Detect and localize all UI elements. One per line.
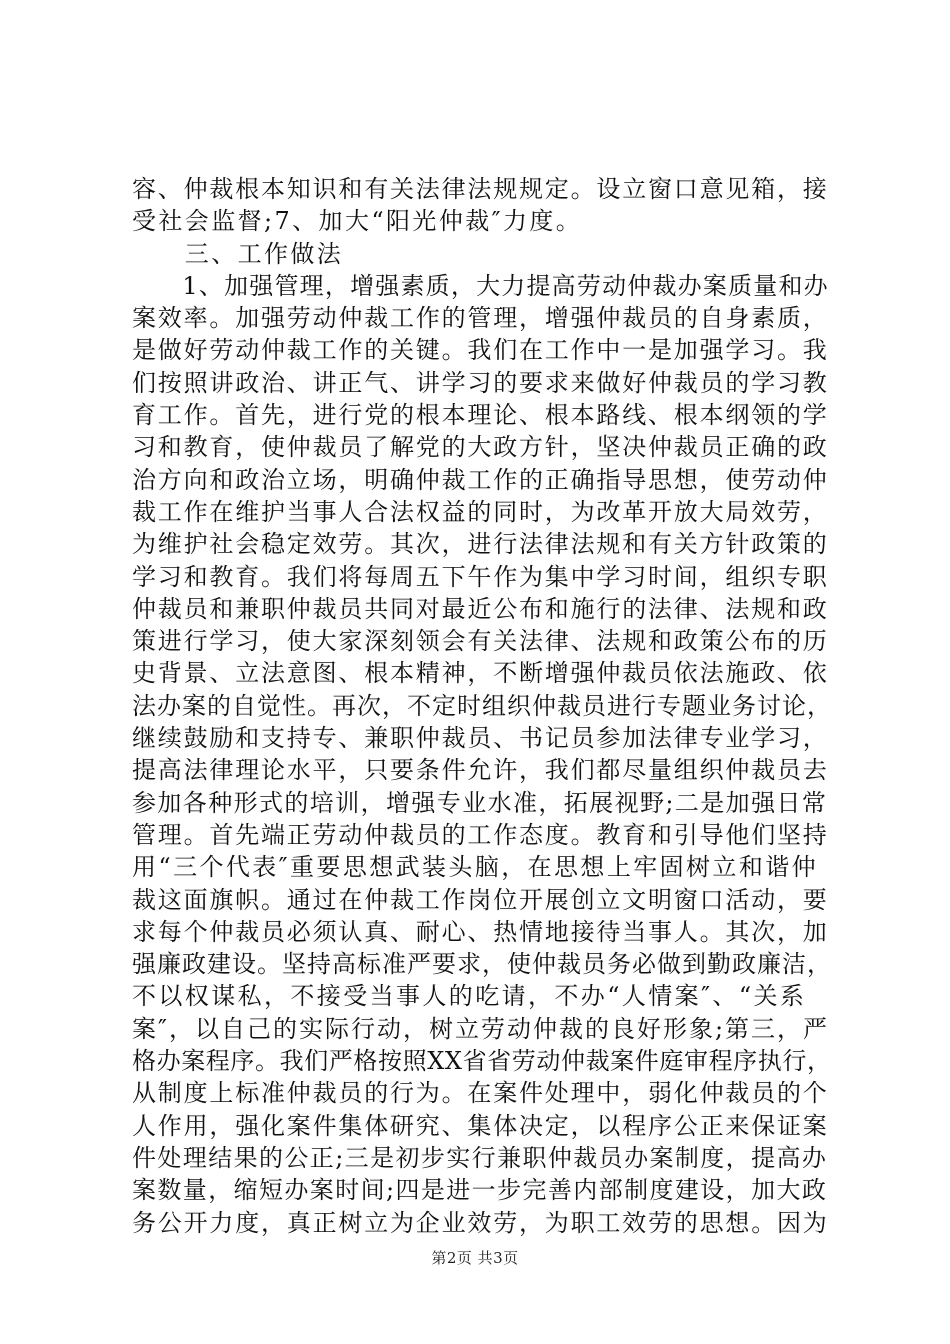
text-line: 裁这面旗帜。通过在仲裁工作岗位开展创立文明窗口活动，要 xyxy=(132,885,829,914)
text-line: 史背景、立法意图、根本精神，不断增强仲裁员依法施政、依 xyxy=(132,659,829,688)
text-line: 求每个仲裁员必须认真、耐心、热情地接待当事人。其次，加 xyxy=(132,917,829,946)
text-line: 育工作。首先，进行党的根本理论、根本路线、根本纲领的学 xyxy=(132,401,829,430)
text-line: 为维护社会稳定效劳。其次，进行法律法规和有关方针政策的 xyxy=(132,530,829,559)
document-body xyxy=(132,173,832,1239)
text-line: 人作用，强化案件集体研究、集体决定，以程序公正来保证案 xyxy=(132,1111,829,1140)
text-line: 法办案的自觉性。再次，不定时组织仲裁员进行专题业务讨论， xyxy=(132,691,832,720)
text-line: 案数量，缩短办案时间;四是进一步完善内部制度建设，加大政 xyxy=(132,1176,828,1205)
text-line: 务公开力度，真正树立为企业效劳，为职工效劳的思想。因为 xyxy=(132,1208,829,1237)
text-line: 习和教育，使仲裁员了解党的大政方针，坚决仲裁员正确的政 xyxy=(132,433,829,462)
text-line: 治方向和政治立场，明确仲裁工作的正确指导思想，使劳动仲 xyxy=(132,465,829,494)
text-line: 不以权谋私，不接受当事人的吃请，不办“人情案″、“关系 xyxy=(132,982,807,1011)
text-line: 管理。首先端正劳动仲裁员的工作态度。教育和引导他们坚持 xyxy=(132,820,829,849)
text-line: 参加各种形式的培训，增强专业水准，拓展视野;二是加强日常 xyxy=(132,788,828,817)
text-line: 受社会监督;7、加大“阳光仲裁″力度。 xyxy=(132,207,583,236)
text-line: 继续鼓励和支持专、兼职仲裁员、书记员参加法律专业学习， xyxy=(132,724,829,753)
text-line: 是做好劳动仲裁工作的关键。我们在工作中一是加强学习。我 xyxy=(132,336,829,365)
text-line: 案效率。加强劳动仲裁工作的管理，增强仲裁员的自身素质， xyxy=(132,304,829,333)
text-line: 仲裁员和兼职仲裁员共同对最近公布和施行的法律、法规和政 xyxy=(132,594,829,623)
text-line: 学习和教育。我们将每周五下午作为集中学习时间，组织专职 xyxy=(132,562,829,591)
text-line: 件处理结果的公正;三是初步实行兼职仲裁员办案制度，提高办 xyxy=(132,1143,828,1172)
text-line: 从制度上标准仲裁员的行为。在案件处理中，弱化仲裁员的个 xyxy=(132,1079,829,1108)
text-line: 案″，以自己的实际行动，树立劳动仲裁的良好形象;第三，严 xyxy=(132,1014,830,1043)
text-line: 用“三个代表″重要思想武装头脑，在思想上牢固树立和谐仲 xyxy=(132,853,819,882)
text-line: 们按照讲政治、讲正气、讲学习的要求来做好仲裁员的学习教 xyxy=(132,368,829,397)
text-line: 容、仲裁根本知识和有关法律法规规定。设立窗口意见箱，接 xyxy=(132,175,829,203)
page-number-footer: 第2页 共3页 xyxy=(431,1249,519,1267)
text-line: 强廉政建设。坚持高标准严要求，使仲裁员务必做到勤政廉洁， xyxy=(132,950,832,979)
text-line: 1、加强管理，增强素质，大力提高劳动仲裁办案质量和办 xyxy=(132,271,829,300)
text-line: 策进行学习，使大家深刻领会有关法律、法规和政策公布的历 xyxy=(132,627,829,656)
text-line: 格办案程序。我们严格按照XX省省劳动仲裁案件庭审程序执行， xyxy=(132,1047,832,1076)
section-heading: 三、工作做法 xyxy=(132,239,344,268)
text-line: 裁工作在维护当事人合法权益的同时，为改革开放大局效劳， xyxy=(132,497,829,526)
text-line: 提高法律理论水平，只要条件允许，我们都尽量组织仲裁员去 xyxy=(132,756,829,785)
